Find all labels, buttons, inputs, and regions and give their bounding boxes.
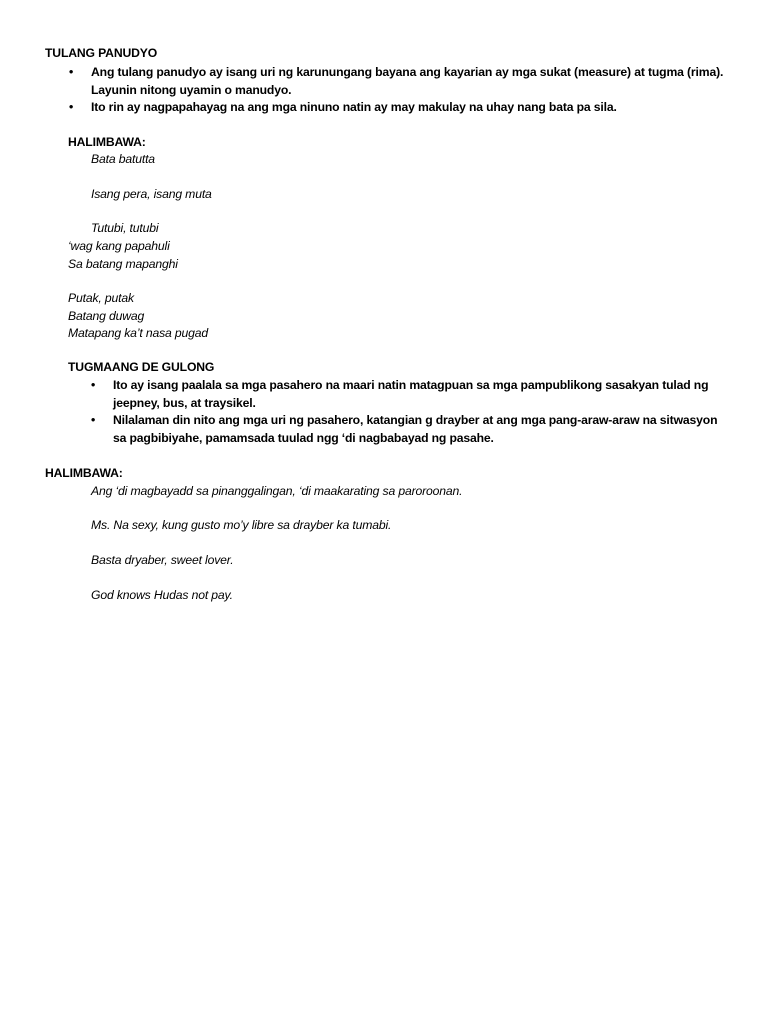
section-heading-tulang-panudyo: TULANG PANUDYO bbox=[45, 46, 158, 60]
example-line: Batang duwag bbox=[68, 309, 145, 323]
example-line: Ms. Na sexy, kung gusto mo’y libre sa drayber ka tumabi. bbox=[91, 518, 392, 532]
example-heading: HALIMBAWA: bbox=[45, 466, 123, 480]
section-heading-tugmaang-de-gulong: TUGMAANG DE GULONG bbox=[68, 360, 215, 374]
example-line: Sa batang mapanghi bbox=[68, 257, 178, 271]
list-item: • Ito rin ay nagpapahayag na ang mga ninuno natin ay may makulay na uhay nang bata pa sila. bbox=[91, 99, 731, 117]
list-item: • Ito ay isang paalala sa mga pasahero na maari natin matagpuan sa mga pampublikong sasakyan tulad ng jeepney, bus, at traysikel. bbox=[113, 377, 718, 412]
example-line: Bata batutta bbox=[91, 152, 155, 166]
example-line: Isang pera, isang muta bbox=[91, 187, 212, 201]
example-line: God knows Hudas not pay. bbox=[91, 588, 233, 602]
example-line: Ang ‘di magbayadd sa pinanggalingan, ‘di maakarating sa paroroonan. bbox=[91, 484, 463, 498]
example-heading: HALIMBAWA: bbox=[68, 135, 146, 149]
example-line: Tutubi, tutubi bbox=[91, 221, 159, 235]
example-line: ‘wag kang papahuli bbox=[68, 239, 170, 253]
tulang-panudyo-bullet-list bbox=[91, 64, 731, 117]
example-line: Basta dryaber, sweet lover. bbox=[91, 553, 234, 567]
example-line: Putak, putak bbox=[68, 291, 134, 305]
list-item: • Ang tulang panudyo ay isang uri ng karunungang bayana ang kayarian ay mga sukat (measure) at tugma (rima). Layunin nitong uyamin o manudyo. bbox=[91, 64, 731, 99]
list-item: • Nilalaman din nito ang mga uri ng pasahero, katangian g drayber at ang mga pang-araw-araw na sitwasyon sa pagbibiyahe, pamamsada tuulad ngg ‘di nagbabayad ng pasahe. bbox=[113, 412, 718, 447]
example-line: Matapang ka’t nasa pugad bbox=[68, 326, 209, 340]
tugmaang-de-gulong-bullet-list bbox=[113, 377, 718, 447]
